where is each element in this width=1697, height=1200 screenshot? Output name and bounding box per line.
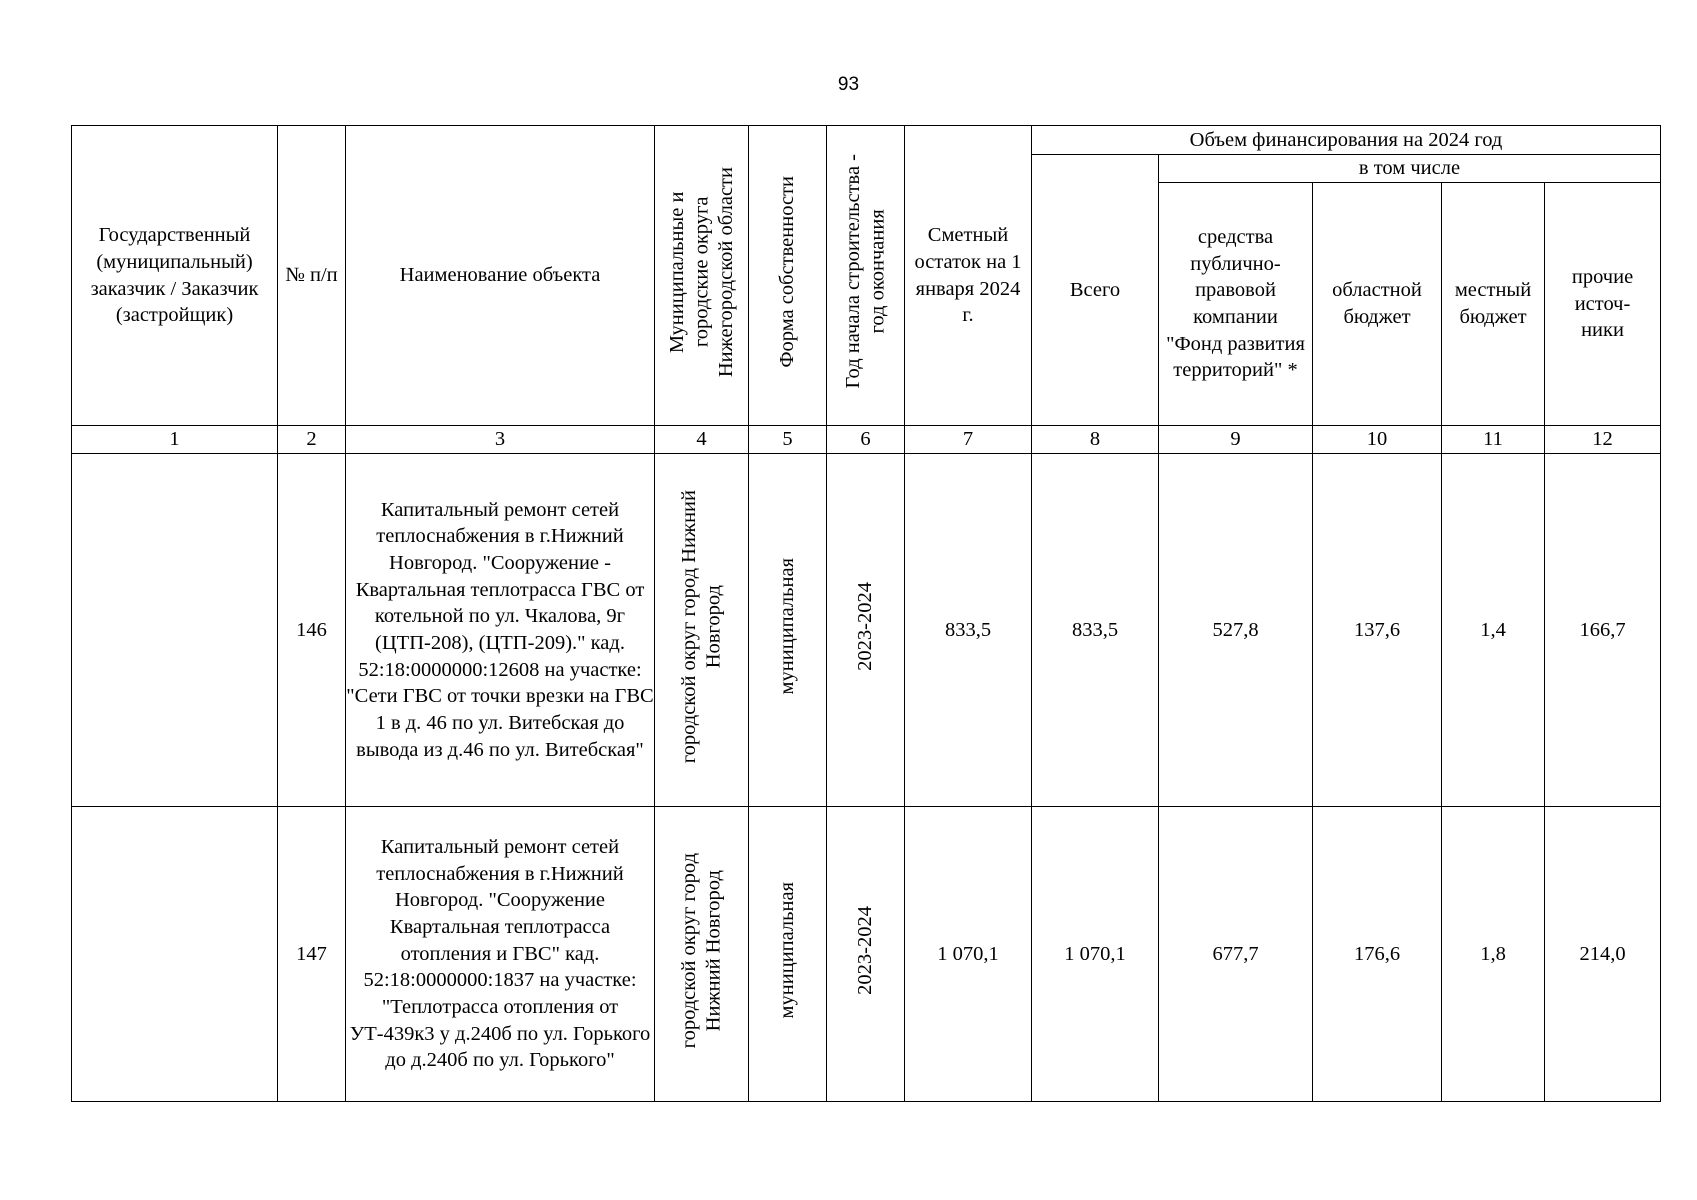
header-ownership: Форма собственности	[749, 126, 827, 426]
cell-municipality: городской округ город Нижний Новгород	[655, 454, 749, 807]
column-number: 7	[905, 426, 1032, 454]
header-financing: Объем финансирования на 2024 год	[1032, 126, 1661, 155]
cell-number: 147	[278, 807, 346, 1102]
header-estimate: Сметный остаток на 1 января 2024 г.	[905, 126, 1032, 426]
cell-customer	[72, 807, 278, 1102]
cell-local: 1,4	[1442, 454, 1545, 807]
column-number: 12	[1545, 426, 1661, 454]
cell-total: 1 070,1	[1032, 807, 1159, 1102]
cell-local: 1,8	[1442, 807, 1545, 1102]
cell-ownership: муниципальная	[749, 807, 827, 1102]
header-regional: областной бюджет	[1313, 183, 1442, 426]
header-row-1	[72, 126, 1661, 155]
header-local: местный бюджет	[1442, 183, 1545, 426]
column-number: 1	[72, 426, 278, 454]
column-number: 2	[278, 426, 346, 454]
cell-object-name: Капитальный ремонт сетей теплоснабжения в г.Нижний Новгород. "Сооружение Квартальная теплотрасса отопления и ГВС" кад. 52:18:0000000:1837 на участке: "Теплотрасса отопления от УТ-439к3 у д.240б по ул. Горького до д.240б по ул. Горького"	[346, 807, 655, 1102]
header-object-name: Наименование объекта	[346, 126, 655, 426]
column-number: 11	[1442, 426, 1545, 454]
table-row	[72, 454, 1661, 807]
cell-regional: 176,6	[1313, 807, 1442, 1102]
header-fund: средства публично-правовой компании "Фонд развития территорий" *	[1159, 183, 1313, 426]
cell-years: 2023-2024	[827, 454, 905, 807]
page-number: 93	[837, 74, 860, 95]
header-number: № п/п	[278, 126, 346, 426]
column-number: 6	[827, 426, 905, 454]
cell-ownership: муниципальная	[749, 454, 827, 807]
cell-fund: 527,8	[1159, 454, 1313, 807]
cell-fund: 677,7	[1159, 807, 1313, 1102]
header-total: Всего	[1032, 155, 1159, 426]
cell-other: 166,7	[1545, 454, 1661, 807]
header-customer: Государственный (муниципальный) заказчик / Заказчик (застройщик)	[72, 126, 278, 426]
header-years: Год начала строительства - год окончания	[827, 126, 905, 426]
cell-estimate: 833,5	[905, 454, 1032, 807]
cell-municipality: городской округ город Нижний Новгород	[655, 807, 749, 1102]
cell-other: 214,0	[1545, 807, 1661, 1102]
column-numbers-row	[72, 426, 1661, 454]
table-row	[72, 807, 1661, 1102]
column-number: 4	[655, 426, 749, 454]
header-municipality: Муниципальные и городские округа Нижегородской области	[655, 126, 749, 426]
header-other: прочие источ-ники	[1545, 183, 1661, 426]
column-number: 9	[1159, 426, 1313, 454]
cell-estimate: 1 070,1	[905, 807, 1032, 1102]
cell-regional: 137,6	[1313, 454, 1442, 807]
cell-object-name: Капитальный ремонт сетей теплоснабжения в г.Нижний Новгород. "Сооружение - Квартальная теплотрасса ГВС от котельной по ул. Чкалова, 9г (ЦТП-208), (ЦТП-209)." кад. 52:18:0000000:12608 на участке: "Сети ГВС от точки врезки на ГВС 1 в д. 46 по ул. Витебская до вывода из д.46 по ул. Витебская"	[346, 454, 655, 807]
column-number: 8	[1032, 426, 1159, 454]
column-number: 3	[346, 426, 655, 454]
cell-number: 146	[278, 454, 346, 807]
cell-customer	[72, 454, 278, 807]
financing-table	[71, 125, 1661, 1102]
cell-years: 2023-2024	[827, 807, 905, 1102]
column-number: 5	[749, 426, 827, 454]
column-number: 10	[1313, 426, 1442, 454]
cell-total: 833,5	[1032, 454, 1159, 807]
header-including: в том числе	[1159, 155, 1661, 183]
